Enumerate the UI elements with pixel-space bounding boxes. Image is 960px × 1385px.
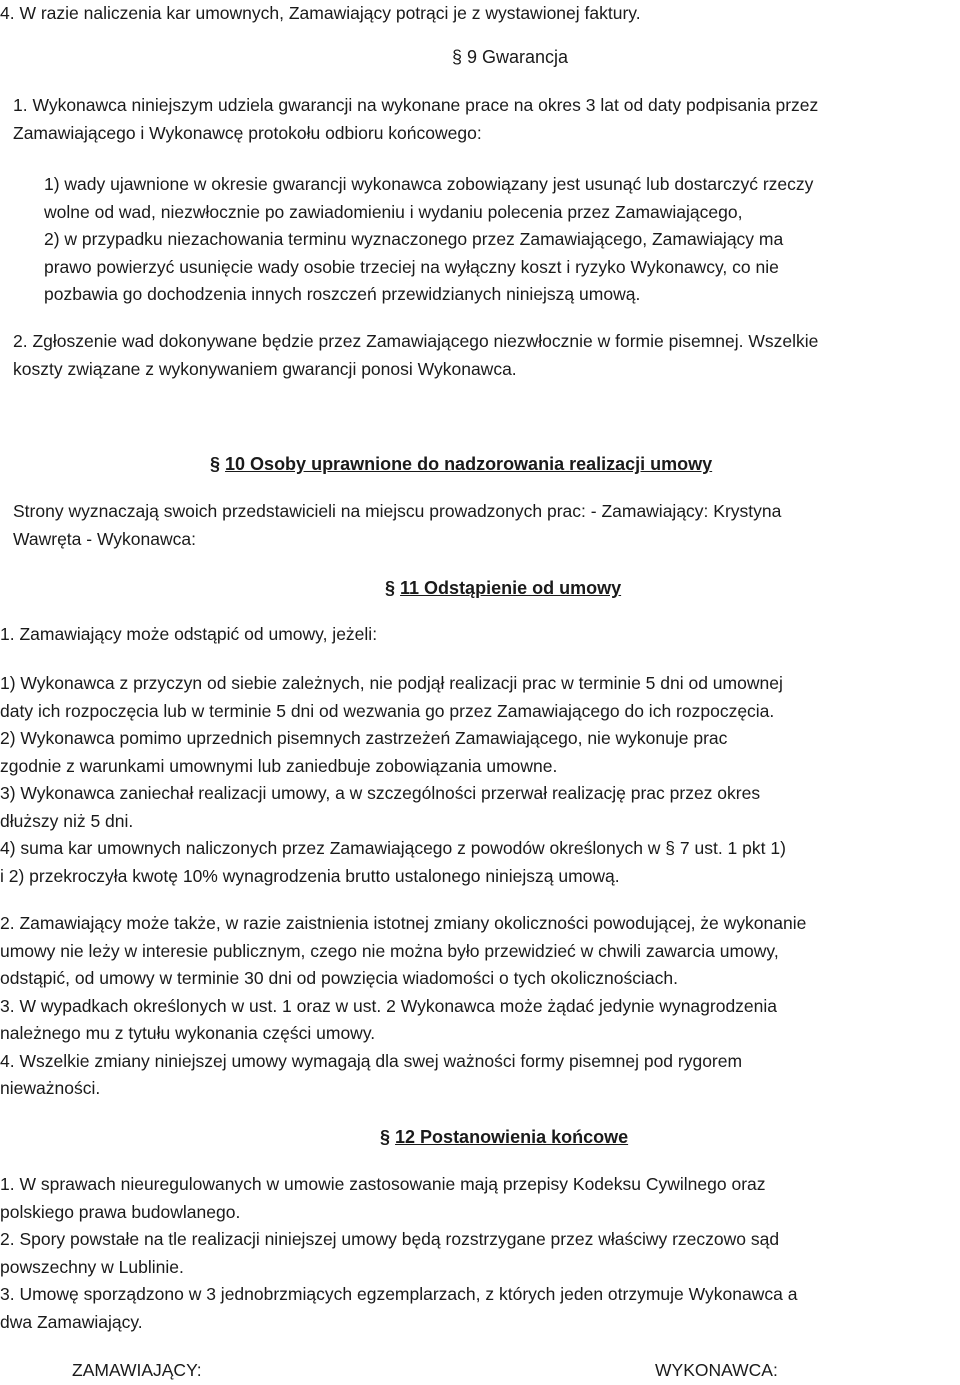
list-item-line: 3) Wykonawca zaniechał realizacji umowy, a w szczególności przerwał realizację prac przez okres (0, 783, 761, 803)
text-line: nieważności. (0, 1078, 101, 1098)
text-line: należnego mu z tytułu wykonania części umowy. (0, 1023, 376, 1043)
section-9-paragraph-1 (13, 92, 818, 147)
text-line: 4. W razie naliczenia kar umownych, Zamawiający potrąci je z wystawionej faktury. (0, 3, 641, 23)
list-item-line: i 2) przekroczyła kwotę 10% wynagrodzenia brutto ustalonego niniejszą umową. (0, 865, 620, 886)
text-line: odstąpić, od umowy w terminie 30 dni od powzięcia wiadomości o tych okolicznościach. (0, 968, 678, 988)
text-line: 4. Wszelkie zmiany niniejszej umowy wymagają dla swej ważności formy pisemnej pod rygorem (0, 1050, 743, 1071)
text-line: koszty związane z wykonywaniem gwarancji ponosi Wykonawca. (13, 358, 517, 379)
text-line: 1. Wykonawca niniejszym udziela gwarancji na wykonane prace na okres 3 lat od daty podpisania przez (13, 95, 819, 115)
signature-zamawiajacy: ZAMAWIAJĄCY: (72, 1360, 202, 1380)
list-item-line: pozbawia go dochodzenia innych roszczeń przewidzianych niniejszą umową. (44, 284, 641, 304)
section-9-list (44, 171, 813, 309)
section-11-heading (385, 575, 621, 603)
list-item-line: 1) Wykonawca z przyczyn od siebie zależnych, nie podjął realizacji prac w terminie 5 dni od umownej (0, 673, 783, 693)
previous-item-4 (0, 0, 641, 28)
list-item-line: 2) w przypadku niezachowania terminu wyznaczonego przez Zamawiającego, Zamawiający ma (44, 229, 784, 249)
text-line: 3. Umowę sporządzono w 3 jednobrzmiących egzemplarzach, z których jeden otrzymuje Wykonawca a (0, 1284, 798, 1304)
section-11-list (0, 670, 786, 890)
section-12-text (0, 1171, 797, 1336)
section-10-title: 10 Osoby uprawnione do nadzorowania realizacji umowy (225, 454, 713, 474)
list-item-line: prawo powierzyć usunięcie wady osobie trzeciej na wyłączny koszt i ryzyko Wykonawcy, co nie (44, 256, 779, 277)
text-line: 2. Zamawiający może także, w razie zaistnienia istotnej zmiany okoliczności powodującej, że wykonanie (0, 913, 807, 933)
list-item-line: 4) suma kar umownych naliczonych przez Zamawiającego z powodów określonych w § 7 ust. 1 pkt 1) (0, 838, 786, 858)
section-12-title: 12 Postanowienia końcowe (395, 1127, 629, 1147)
text-line: Strony wyznaczają swoich przedstawicieli na miejscu prowadzonych prac: - Zamawiający: Krystyna (13, 501, 782, 521)
section-11-title: 11 Odstąpienie od umowy (400, 578, 622, 598)
section-10-heading (210, 451, 712, 479)
text-line: 1. W sprawach nieuregulowanych w umowie zastosowanie mają przepisy Kodeksu Cywilnego oraz (0, 1174, 766, 1194)
section-12-heading (380, 1124, 628, 1152)
list-item-line: 2) Wykonawca pomimo uprzednich pisemnych zastrzeżeń Zamawiającego, nie wykonuje prac (0, 728, 728, 748)
signature-wykonawca: WYKONAWCA: (655, 1360, 778, 1380)
paragraph-sign: § (210, 454, 221, 474)
list-item-line: wolne od wad, niezwłocznie po zawiadomieniu i wydaniu polecenia przez Zamawiającego, (44, 201, 743, 222)
text-line: 1. Zamawiający może odstąpić od umowy, jeżeli: (0, 624, 378, 644)
section-11-paragraph-1 (0, 621, 377, 649)
text-line: polskiego prawa budowlanego. (0, 1201, 241, 1222)
paragraph-sign: § (380, 1127, 391, 1147)
list-item-line: 1) wady ujawnione w okresie gwarancji wykonawca zobowiązany jest usunąć lub dostarczyć rzeczy (44, 174, 814, 194)
text-line: 2. Spory powstałe na tle realizacji niniejszej umowy będą rozstrzygane przez właściwy rzeczowo sąd (0, 1229, 780, 1249)
section-10-text (13, 498, 781, 553)
list-item-line: zgodnie z warunkami umownymi lub zaniedbuje zobowiązania umowne. (0, 755, 558, 776)
section-9-paragraph-2 (13, 328, 818, 383)
text-line: 3. W wypadkach określonych w ust. 1 oraz w ust. 2 Wykonawca może żądać jedynie wynagrodzenia (0, 995, 778, 1016)
text-line: umowy nie leży w interesie publicznym, czego nie można było przewidzieć w chwili zawarcia umowy, (0, 940, 779, 961)
list-item-line: daty ich rozpoczęcia lub w terminie 5 dni od wezwania go przez Zamawiającego do ich rozpoczęcia. (0, 700, 775, 721)
section-9-heading: § 9 Gwarancja (452, 47, 569, 67)
list-item-line: dłuższy niż 5 dni. (0, 810, 134, 831)
text-line: Zamawiającego i Wykonawcę protokołu odbioru końcowego: (13, 122, 482, 143)
text-line: 2. Zgłoszenie wad dokonywane będzie przez Zamawiającego niezwłocznie w formie pisemnej. Wszelkie (13, 331, 819, 351)
paragraph-sign: § (385, 578, 396, 598)
text-line: dwa Zamawiający. (0, 1311, 143, 1332)
text-line: Wawręta - Wykonawca: (13, 528, 196, 549)
section-11-paragraphs-2-4 (0, 910, 806, 1103)
text-line: powszechny w Lublinie. (0, 1256, 184, 1277)
